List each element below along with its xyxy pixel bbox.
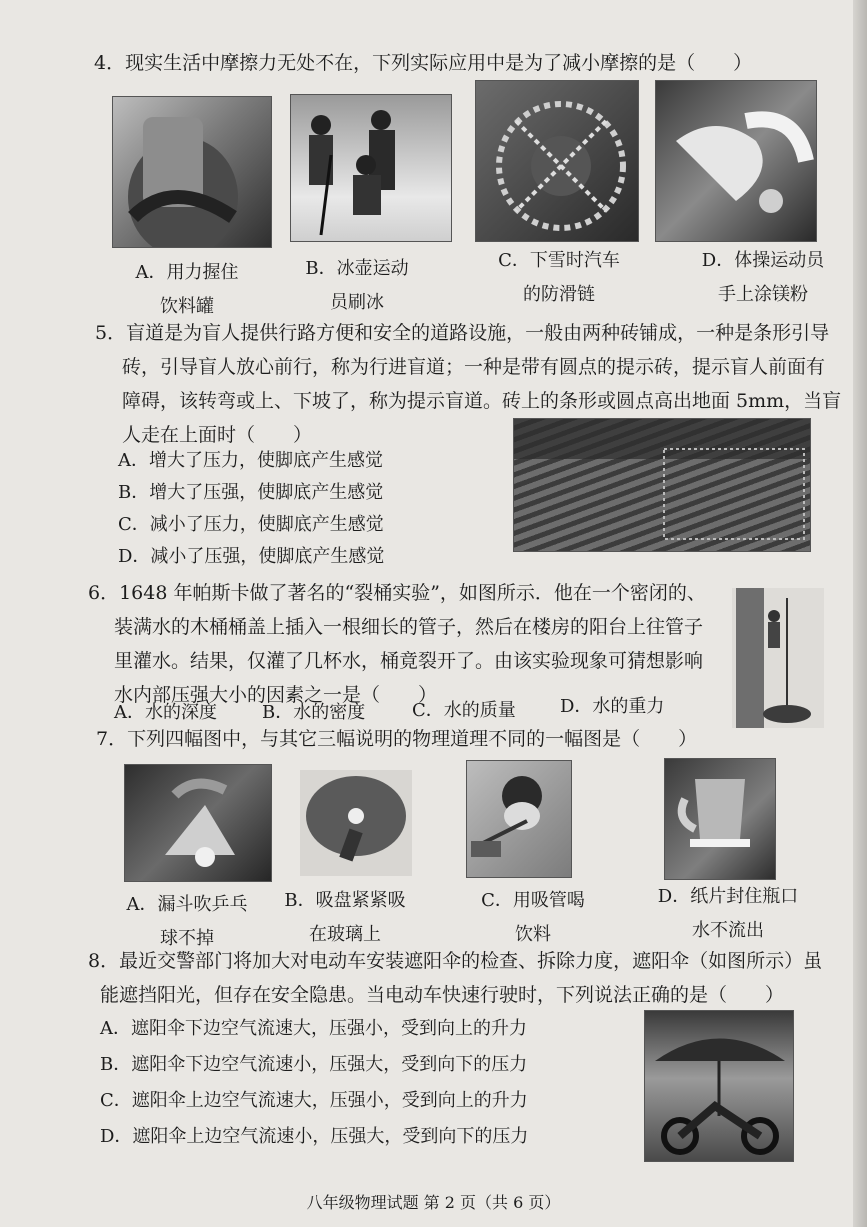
q7-option-b-line1: B．吸盘紧紧吸: [284, 890, 406, 911]
q6-line-1: 6．1648 年帕斯卡做了著名的“裂桶实验”，如图所示．他在一个密闭的、: [88, 582, 706, 604]
q4-option-c: [484, 244, 634, 312]
q8-option-b: B．遮阳伞下边空气流速小，压强大，受到向下的压力: [100, 1054, 528, 1075]
q5-line-2: 砖，引导盲人放心前行，称为行进盲道；一种是带有圆点的提示砖，提示盲人前面有: [122, 356, 826, 378]
q5-line-4: 人走在上面时（ ）: [122, 424, 313, 446]
q6-figure-pascal-barrel: [732, 588, 824, 728]
q7-option-d: [638, 880, 818, 948]
q7-stem: 7．下列四幅图中，与其它三幅说明的物理道理不同的一幅图是（ ）: [96, 728, 698, 750]
q5-line-3: 障碍，该转弯或上、下坡了，称为提示盲道。砖上的条形或圆点高出地面 5mm，当盲: [122, 390, 842, 412]
q4-option-a-line1: A．用力握住: [135, 262, 239, 283]
q5-photo-tactile-paving: [513, 418, 811, 552]
q4-option-b: [292, 252, 422, 320]
q7-option-b: [270, 884, 420, 952]
q7-photo-suction-cup: [300, 770, 412, 876]
q8-option-a: A．遮阳伞下边空气流速大，压强小，受到向上的升力: [100, 1018, 527, 1039]
q7-option-b-line2: 在玻璃上: [309, 924, 381, 945]
q4-option-a: [122, 256, 252, 324]
q5-option-b: B．增大了压强，使脚底产生感觉: [118, 482, 384, 503]
q8-line-1: 8．最近交警部门将加大对电动车安装遮阳伞的检查、拆除力度，遮阳伞（如图所示）虽: [88, 950, 823, 972]
q5-option-a: A．增大了压力，使脚底产生感觉: [118, 450, 383, 471]
q6-line-3: 里灌水。结果，仅灌了几杯水，桶竟裂开了。由该实验现象可猜想影响: [114, 650, 704, 672]
q6-line-4: 水内部压强大小的因素之一是（ ）: [114, 684, 438, 706]
page-binding-edge: [853, 0, 867, 1227]
q7-option-a-line2: 球不掉: [160, 928, 214, 949]
q7-photo-straw-drink: [466, 760, 572, 878]
q4-stem: 4．现实生活中摩擦力无处不在，下列实际应用中是为了减小摩擦的是（ ）: [94, 52, 753, 74]
q4-option-b-line2: 员刷冰: [330, 292, 384, 313]
q5-line-1: 5．盲道是为盲人提供行路方便和安全的道路设施，一般由两种砖铺成，一种是条形引导: [95, 322, 830, 344]
q8-line-2: 能遮挡阳光，但存在安全隐患。当电动车快速行驶时，下列说法正确的是（ ）: [100, 984, 785, 1006]
q4-option-b-line1: B．冰壶运动: [305, 258, 409, 279]
q7-option-d-line1: D．纸片封住瓶口: [657, 886, 799, 907]
q4-photo-magnesium-powder: [655, 80, 817, 242]
q7-option-a-line1: A．漏斗吹乒乓: [126, 894, 248, 915]
q4-option-d-line1: D．体操运动员: [701, 250, 825, 271]
q7-option-c-line2: 饮料: [515, 924, 551, 945]
q4-photo-snow-chain: [475, 80, 639, 242]
q4-option-d-line2: 手上涂镁粉: [718, 284, 808, 305]
q4-photo-grip-can: [112, 96, 272, 248]
q4-option-a-line2: 饮料罐: [160, 296, 214, 317]
q6-option-d: D．水的重力: [560, 696, 665, 717]
q7-photo-funnel-ball: [124, 764, 272, 882]
q6-option-b: B．水的密度: [262, 702, 366, 723]
q7-option-c: [458, 884, 608, 952]
q8-option-d: D．遮阳伞上边空气流速小，压强大，受到向下的压力: [100, 1126, 529, 1147]
q6-line-2: 装满水的木桶桶盖上插入一根细长的管子，然后在楼房的阳台上往管子: [114, 616, 704, 638]
page-footer: 八年级物理试题 第 2 页（共 6 页）: [306, 1193, 561, 1212]
q5-option-c: C．减小了压力，使脚底产生感觉: [118, 514, 384, 535]
q6-option-c: C．水的质量: [412, 700, 516, 721]
q4-photo-curling: [290, 94, 452, 242]
q7-option-d-line2: 水不流出: [692, 920, 764, 941]
q4-option-c-line1: C．下雪时汽车: [498, 250, 620, 271]
q4-option-d: [688, 244, 838, 312]
q8-photo-scooter-umbrella: [644, 1010, 794, 1162]
q6-option-a: A．水的深度: [114, 702, 217, 723]
q4-option-c-line2: 的防滑链: [523, 284, 595, 305]
q7-option-c-line1: C．用吸管喝: [481, 890, 585, 911]
q8-option-c: C．遮阳伞上边空气流速大，压强小，受到向上的升力: [100, 1090, 528, 1111]
q7-photo-paper-bottle: [664, 758, 776, 880]
q5-option-d: D．减小了压强，使脚底产生感觉: [118, 546, 385, 567]
